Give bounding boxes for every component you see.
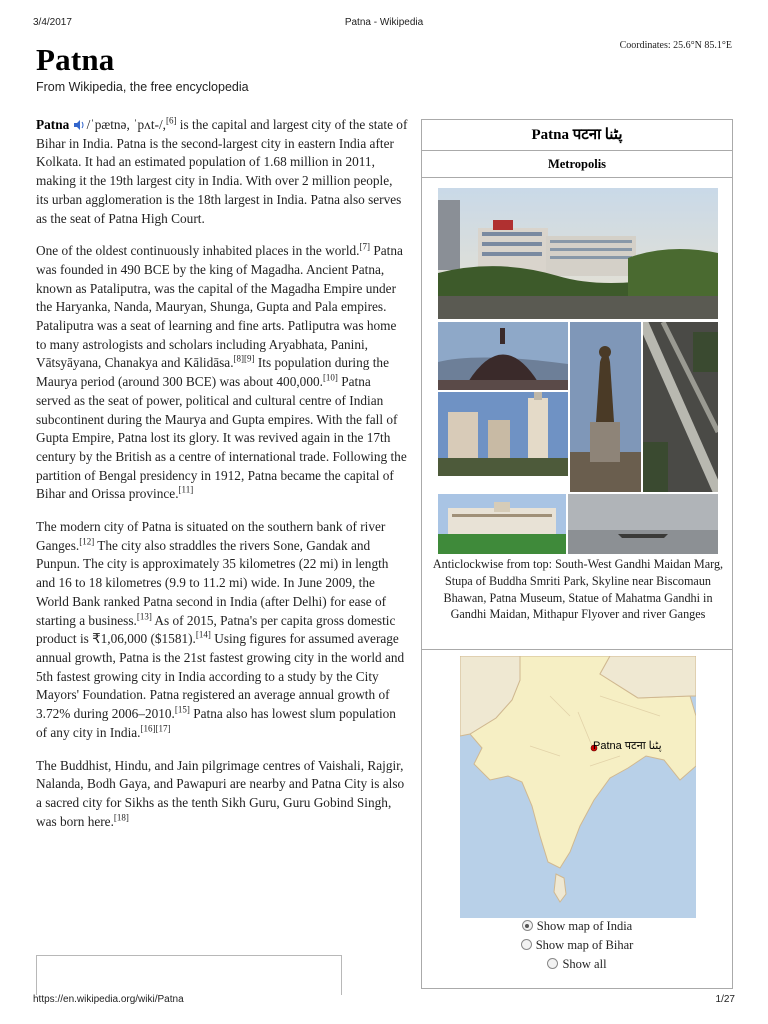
skyline-photo[interactable]	[438, 188, 718, 319]
biscomaun-skyline-photo[interactable]	[438, 392, 568, 476]
citation-ref[interactable]: [16][17]	[140, 723, 171, 734]
citation-ref[interactable]: [7]	[359, 241, 370, 252]
article-subject: Patna	[36, 117, 70, 132]
paragraph-text: Patna was founded in 490 BCE by the king of Magadha. Ancient Patna, known as Pataliputra, was the capital of the Magadha Empire under the Haryanka, Nanda, Mauryan, Shunga, Gupta and Pala empires. Pataliputra was a seat of learning and fine arts. Patliputra was home to many astrologists and scholars including Aryabhata, Panini, Vātsyāyana, Chanakya and Kālidāsa.	[36, 243, 403, 371]
radio-selected-icon[interactable]	[522, 920, 533, 931]
infobox-subtitle: Metropolis	[422, 151, 732, 178]
patna-museum-photo[interactable]	[438, 494, 566, 554]
article-body	[36, 116, 408, 845]
paragraph-text: One of the oldest continuously inhabited places in the world.	[36, 243, 360, 259]
radio-unselected-icon[interactable]	[521, 939, 532, 950]
paragraph-intro	[36, 116, 408, 228]
page-subtitle: From Wikipedia, the free encyclopedia	[36, 80, 249, 94]
print-footer	[33, 994, 735, 1008]
citation-ref[interactable]: [10]	[322, 372, 338, 383]
map-option-all[interactable]	[422, 957, 732, 972]
print-date: 3/4/2017	[33, 17, 72, 28]
contents-box	[36, 955, 342, 995]
citation-ref[interactable]: [8][9]	[233, 354, 255, 365]
print-page-number: 1/27	[715, 994, 735, 1005]
citation-ref[interactable]: [12]	[79, 536, 95, 547]
flyover-photo[interactable]	[643, 322, 718, 492]
radio-unselected-icon[interactable]	[547, 958, 558, 969]
paragraph-text: The city also straddles the rivers Sone, Gandak and Punpun. The city is approximately 35 kilometres (22 mi) in length and 16 to 18 kilometres (9.9 to 11.2 mi) wide. In June 2009, the World Bank ranked Patna second in India (after Delhi) for ease of starting a business.	[36, 537, 389, 628]
speaker-icon[interactable]	[74, 117, 86, 127]
map-option-label: Show map of India	[536, 919, 633, 933]
india-locator-map[interactable]	[460, 656, 696, 918]
paragraph-text: Using figures for assumed average annual growth, Patna is the 21st fastest growing city in the world and 5th fastest growing city in India according to a study by the City Mayors' Foundation. Patna registered an average annual growth of 3.72% during 2006–2010.	[36, 631, 405, 722]
paragraph-pilgrimage	[36, 757, 408, 832]
paragraph-text: As of 2015, Patna's per capita gross domestic product is ₹1,06,000 ($1581).	[36, 612, 396, 647]
citation-ref[interactable]: [11]	[178, 484, 194, 495]
paragraph-text: Its population during the Maurya period (around 300 BCE) was about 400,000.	[36, 355, 389, 390]
paragraph-geography	[36, 518, 408, 742]
statue-photo[interactable]	[570, 322, 641, 492]
stupa-photo[interactable]	[438, 322, 568, 390]
infobox-caption: Anticlockwise from top: South-West Gandhi Maidan Marg, Stupa of Buddha Smriti Park, Skyline near Biscomaun Bhawan, Patna Museum, Statue of Mahatma Gandhi in Gandhi Maidan, Mithapur Flyover and river Ganges	[432, 557, 724, 622]
map-option-bihar[interactable]	[422, 938, 732, 953]
map-option-label: Show map of Bihar	[535, 938, 634, 952]
citation-ref[interactable]: [15]	[174, 704, 190, 715]
paragraph-text: is the capital and largest city of the state of Bihar in India. Patna is the second-largest city in eastern India after Kolkata. It had an estimated population of 1.68 million in 2011, making it the 19th largest city in India. With over 2 million people, its urban agglomeration is the 18th largest in India. Patna also serves as the seat of Patna High Court.	[36, 117, 408, 226]
citation-ref[interactable]: [6]	[165, 115, 177, 126]
infobox-title: Patna पटना پٹنا	[422, 120, 732, 151]
citation-ref[interactable]: [13]	[136, 611, 152, 622]
paragraph-text: The modern city of Patna is situated on the southern bank of river Ganges.	[36, 519, 386, 553]
river-ganges-photo[interactable]	[568, 494, 718, 554]
print-doc-title: Patna - Wikipedia	[344, 17, 424, 28]
ipa-pronunciation[interactable]: /ˈpætnə, ˈpʌt-/,	[86, 117, 166, 132]
map-option-label: Show all	[562, 957, 607, 971]
infobox-divider	[422, 649, 732, 650]
paragraph-history	[36, 242, 408, 504]
print-header	[33, 17, 735, 31]
paragraph-text: Patna served as the seat of power, political and cultural centre of Indian subcontinent during the Maurya and Gupta empires. With the fall of Gupta Empire, Patna lost its glory. It was revived again in the 17th century by the British as a centre of international trade. Following the partition of Bengal presidency in 1912, Patna became the capital of Bihar and Orissa province.	[36, 374, 407, 502]
map-city-label: Patna पटना پٹنا	[593, 740, 662, 752]
citation-ref[interactable]: [14]	[195, 629, 211, 640]
page-title: Patna	[36, 42, 115, 77]
coordinates[interactable]: Coordinates: 25.6°N 85.1°E	[619, 40, 732, 51]
print-url[interactable]: https://en.wikipedia.org/wiki/Patna	[33, 994, 184, 1005]
paragraph-text: The Buddhist, Hindu, and Jain pilgrimage centres of Vaishali, Rajgir, Nalanda, Bodh Gaya, and Pawapuri are nearby and Patna City is also a sacred city for Sikhs as the tenth Sikh Guru, Guru Gobind Singh, was born here.	[36, 757, 405, 829]
map-option-india[interactable]	[422, 919, 732, 934]
paragraph-text: Patna also has lowest slum population of any city in India.	[36, 706, 396, 740]
infobox	[421, 119, 733, 989]
citation-ref[interactable]: [18]	[113, 812, 129, 823]
